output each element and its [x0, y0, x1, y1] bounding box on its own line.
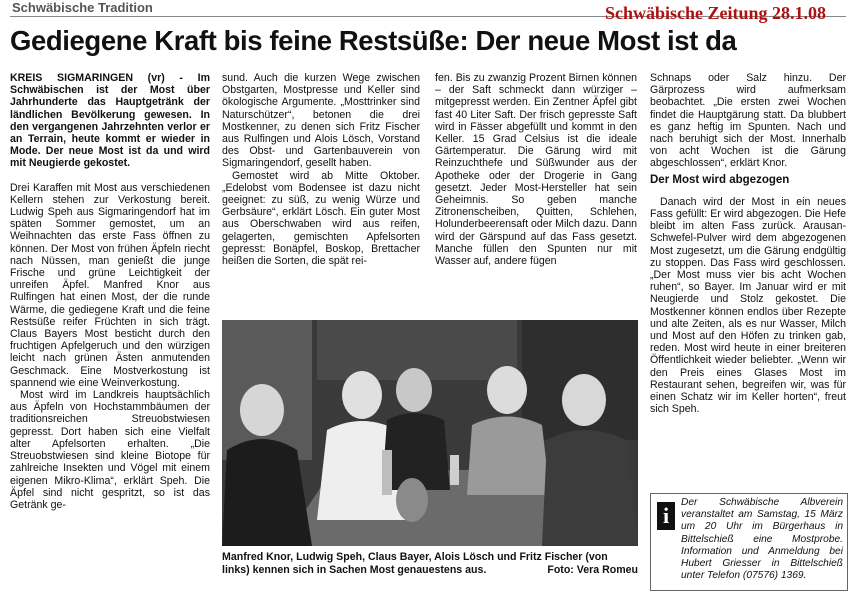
- column-4: [650, 72, 846, 415]
- headline: Gediegene Kraft bis feine Restsüße: Der neue Most ist da: [10, 25, 737, 56]
- caption-text: Manfred Knor, Ludwig Speh, Claus Bayer, Alois Lösch und Fritz Fischer (von links) kennen sich in Sachen Most genauestens aus.: [222, 551, 608, 576]
- subheading: Der Most wird abgezogen: [650, 173, 790, 186]
- body-paragraph: Danach wird der Most in ein neues Fass gefüllt: Er wird abgezogen. Die Hefe bleibt im alten Fass zurück. Arausan-Schwefel-Pulver wird dem abgezogenen Most zugesetzt, um die Gärung endgültig zu stoppen. Das Fass wird geschlossen. „Der Most muss vier bis acht Wochen ruhen“, so Bayer. Im Januar wird er mit Neugierde und Stolz gekostet. Die Mostkenner können endlos über Rezepte und alte Zeiten, als es nur Wasser, Milch und Most auf den Höfen zu trinken gab, reden. Most wird heute in einer breiteren Öffentlichkeit wieder beliebter. „Wenn wir den Preis eines Glases Most im Restaurant sehen, begreifen wir, was für einen Schatz wir im Keller horten“, freut sich Speh.: [650, 195, 846, 416]
- source-stamp: Schwäbische Zeitung 28.1.08: [604, 3, 826, 23]
- lead-paragraph: KREIS SIGMARINGEN (vr) - Im Schwäbischen ist der Most über Jahrhunderte das Hauptgetränk der ländlichen Bevölkerung gewesen. In den vergangenen Jahrzehnten verlor er an Terrain, heute kommt er wieder in Mode. Der neue Most ist da und wird mit Neugierde gekostet.: [10, 72, 210, 170]
- column-2: [222, 72, 420, 267]
- article-photo: [222, 320, 638, 546]
- body-paragraph: Schnaps oder Salz hinzu. Der Gärprozess wird aufmerksam beobachtet. „Die ersten zwei Wochen findet die Hauptgärung statt. Da blubbert es ganz heftig im Spunten. Nach und nach beruhigt sich der Most. Innerhalb von acht Wochen ist die Gärung abgeschlossen“, erklärt Knor.: [650, 72, 846, 170]
- photo-caption: [222, 551, 638, 577]
- body-paragraph: Drei Karaffen mit Most aus verschiedenen Kellern stehen zur Verkostung bereit. Ludwig Speh aus Sigmaringendorf hat im späten Sommer gemostet, um an Weihnachten das erste Fass öffnen zu können. Der Most von frühen Äpfeln riecht nach Nüssen, man genießt die junge Frische und grüne Leichtigkeit der unreifen Äpfel. Manfred Knor aus Rulfingen hat einen Most, der die runde Wärme, die gediegene Kraft und die feine Restsüße reifer Früchten in sich trägt. Claus Bayers Most besticht durch den fruchtigen Apfelgeruch und den würzigen leicht nach grünen Ästen anmutenden Geschmack. Eine Mostverkostung ist spannend wie eine Weinverkostung.: [10, 181, 210, 389]
- info-text: Der Schwäbische Albverein veranstaltet am Samstag, 15 März um 20 Uhr im Bürgerhaus in Bittelschieß eine Mostprobe. Information und Anmeldung bei Hubert Griesser in Bittelschieß unter Telefon (07576) 1369.: [681, 497, 843, 582]
- column-3: [435, 72, 637, 267]
- body-paragraph: Gemostet wird ab Mitte Oktober. „Edelobst vom Bodensee ist dazu nicht geeignet: zu süß, zu wenig Würze und Gerbsäure“, erklärt Lösch. Ein guter Most aus Oberschwaben wird aus reifen, gelagerten, gemischten Apfelsorten gepresst: Bonäpfel, Boskop, Brettacher heißen die Sorten, die spät rei-: [222, 169, 420, 268]
- section-kicker: Schwäbische Tradition: [12, 0, 153, 15]
- info-box: [650, 493, 848, 591]
- photo-image: [222, 320, 638, 546]
- photo-credit: Foto: Vera Romeu: [547, 564, 638, 576]
- body-paragraph: sund. Auch die kurzen Wege zwischen Obstgarten, Mostpresse und Keller sind ökologische Argumente. „Mosttrinker sind Naturschützer“, betonen die drei Mostkenner, zu denen sich Fritz Fischer aus Rulfingen und Alois Lösch, Vorstand des Obst- und Gartenbauverein von Sigmaringendorf, gesellt haben.: [222, 72, 420, 170]
- body-paragraph: fen. Bis zu zwanzig Prozent Birnen können – der Saft schmeckt dann würziger – mitgepresst werden. Ein Zentner Äpfel gibt fast 40 Liter Saft. Der frisch gepresste Saft wird in Fässer abgefüllt und kommt in den Keller. 15 Grad Celsius ist die ideale Gärtemperatur. Die Gärung wird mit Reinzuchthefe und Süßwunder aus der Apotheke oder der Drogerie in Gang gesetzt. Jeder Most-Hersteller hat sein Geheimnis. So geben manche Zitronenscheiben, Quitten, Schlehen, Holunderbeerensaft oder Milch dazu. Dann wird der Gärspund auf das Fass gesetzt. Manche füllen den Spunten nur mit Wasser auf, andere fügen: [435, 72, 637, 268]
- info-i-icon: i: [657, 502, 675, 530]
- column-1: [10, 72, 210, 511]
- body-paragraph: Most wird im Landkreis hauptsächlich aus Äpfeln von Hochstammbäumen der traditionsreichen Streuobstwiesen gepresst. Dort haben sich eine Vielfalt alter Apfelsorten erhalten. „Die Streuobstwiesen sind kleine Biotope für zahlreiche Insekten und Vögel mit einem eigenen Mikro-Klima“, erklärt Speh. Die Äpfel sind nicht gespritzt, so ist das Getränk ge-: [10, 389, 210, 511]
